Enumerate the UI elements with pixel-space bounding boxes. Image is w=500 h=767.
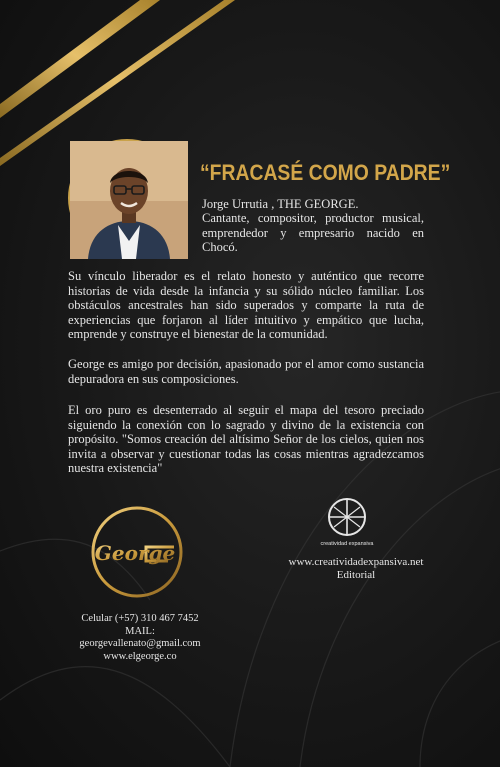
contact-phone: Celular (+57) 310 467 7452 <box>81 613 199 624</box>
contact-mail-label: MAIL: <box>125 625 155 637</box>
creatividad-expansiva-logo-icon <box>320 497 374 557</box>
publisher-type: Editorial <box>336 569 376 581</box>
author-bio: Cantante, compositor, productor musical, emprendedor y empresario nacido en Chocó. <box>202 211 424 254</box>
contact-website[interactable]: www.elgeorge.co <box>103 650 177 662</box>
contact-email[interactable]: georgevallenato@gmail.com <box>79 638 201 649</box>
synopsis-paragraph-1: Su vínculo liberador es el relato honesto y auténtico que recorre historias de vida desde la infancia y su sólido núcleo familiar. Los obstáculos ancestrales han sido superados y comparte la ruta de experiencias que forjaron al líder intuitivo y empático que lucha, emprende y construye el bienestar de la comunidad. <box>68 269 424 341</box>
george-logo-text: George <box>94 541 176 565</box>
publisher-url[interactable]: www.creatividadexpansiva.net <box>288 556 424 568</box>
synopsis-paragraph-3: El oro puro es desenterrado al seguir el mapa del tesoro preciado siguiendo la conexión con lo sagrado y divino de la existencia con propósito. "Somos creación del altísimo Señor de los cielos, quien nos invita a observar y cuestionar todas las cosas mientras agradezcamos nuestra existencia" <box>68 403 424 475</box>
george-logo-icon <box>88 503 186 601</box>
author-name: Jorge Urrutia , THE GEORGE. <box>202 197 359 211</box>
synopsis-paragraph-2: George es amigo por decisión, apasionado por el amor como sustancia depuradora en sus composiciones. <box>68 357 424 386</box>
contact-info <box>60 613 220 663</box>
book-title: “FRACASÉ COMO PADRE” <box>200 160 451 185</box>
author-portrait <box>68 139 186 257</box>
publisher-small-brand: creatividad expansiva <box>320 541 374 547</box>
